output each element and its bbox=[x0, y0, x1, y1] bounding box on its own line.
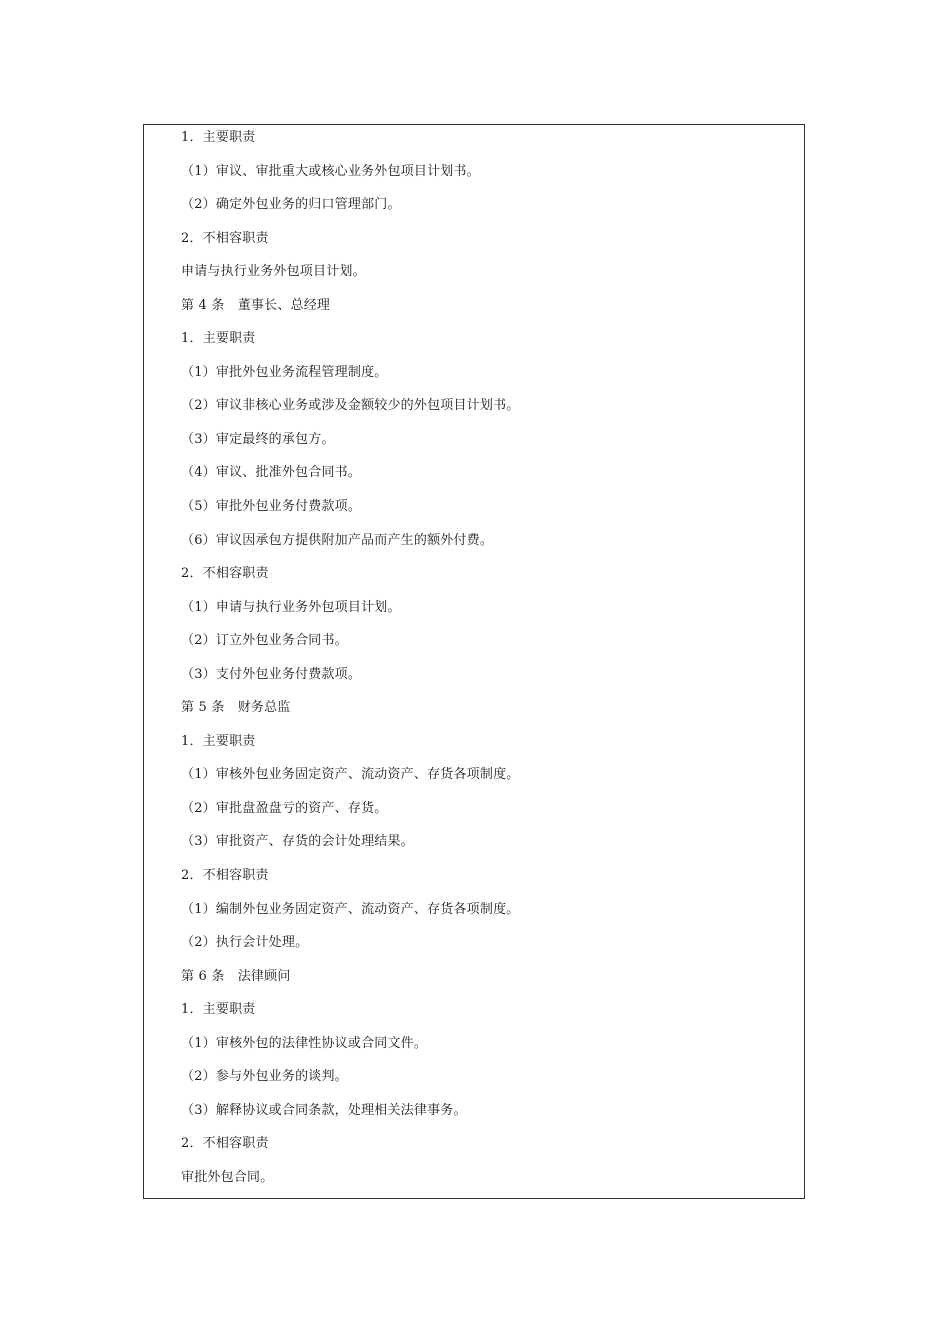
duty-item: （1）审议、审批重大或核心业务外包项目计划书。 bbox=[181, 163, 480, 179]
heading-main-duties: 1．主要职责 bbox=[181, 1002, 256, 1018]
duty-item: （1）申请与执行业务外包项目计划。 bbox=[181, 599, 401, 615]
heading-incompatible-duties: 2．不相容职责 bbox=[181, 1136, 269, 1152]
duty-item: （2）参与外包业务的谈判。 bbox=[181, 1069, 348, 1085]
duty-item: （3）支付外包业务付费款项。 bbox=[181, 666, 362, 682]
duty-item: （1）审核外包业务固定资产、流动资产、存货各项制度。 bbox=[181, 767, 520, 783]
heading-incompatible-duties: 2．不相容职责 bbox=[181, 566, 269, 582]
article-heading: 第 5 条 财务总监 bbox=[181, 700, 291, 716]
duty-item: （2）执行会计处理。 bbox=[181, 935, 309, 951]
duty-item: （6）审议因承包方提供附加产品而产生的额外付费。 bbox=[181, 532, 494, 548]
duty-item: （2）确定外包业务的归口管理部门。 bbox=[181, 197, 401, 213]
heading-main-duties: 1．主要职责 bbox=[181, 733, 256, 749]
duty-item: （5）审批外包业务付费款项。 bbox=[181, 499, 362, 515]
duty-item: （3）审批资产、存货的会计处理结果。 bbox=[181, 834, 414, 850]
heading-incompatible-duties: 2．不相容职责 bbox=[181, 868, 269, 884]
duty-item: （3）解释协议或合同条款，处理相关法律事务。 bbox=[181, 1102, 467, 1118]
duty-item: 审批外包合同。 bbox=[181, 1169, 274, 1185]
duty-item: （2）订立外包业务合同书。 bbox=[181, 633, 348, 649]
duty-item: （2）审批盘盈盘亏的资产、存货。 bbox=[181, 800, 388, 816]
duty-item: （3）审定最终的承包方。 bbox=[181, 431, 335, 447]
heading-main-duties: 1．主要职责 bbox=[181, 130, 256, 145]
document-body bbox=[181, 126, 519, 1200]
heading-main-duties: 1．主要职责 bbox=[181, 331, 256, 347]
duty-item: （1）编制外包业务固定资产、流动资产、存货各项制度。 bbox=[181, 901, 520, 917]
duty-item: 申请与执行业务外包项目计划。 bbox=[181, 264, 366, 280]
article-heading: 第 4 条 董事长、总经理 bbox=[181, 297, 331, 313]
article-heading: 第 6 条 法律顾问 bbox=[181, 968, 291, 984]
duty-item: （1）审核外包的法律性协议或合同文件。 bbox=[181, 1035, 428, 1051]
heading-incompatible-duties: 2．不相容职责 bbox=[181, 230, 269, 246]
duty-item: （2）审议非核心业务或涉及金额较少的外包项目计划书。 bbox=[181, 398, 520, 414]
duty-item: （4）审议、批准外包合同书。 bbox=[181, 465, 362, 481]
duty-item: （1）审批外包业务流程管理制度。 bbox=[181, 364, 388, 380]
